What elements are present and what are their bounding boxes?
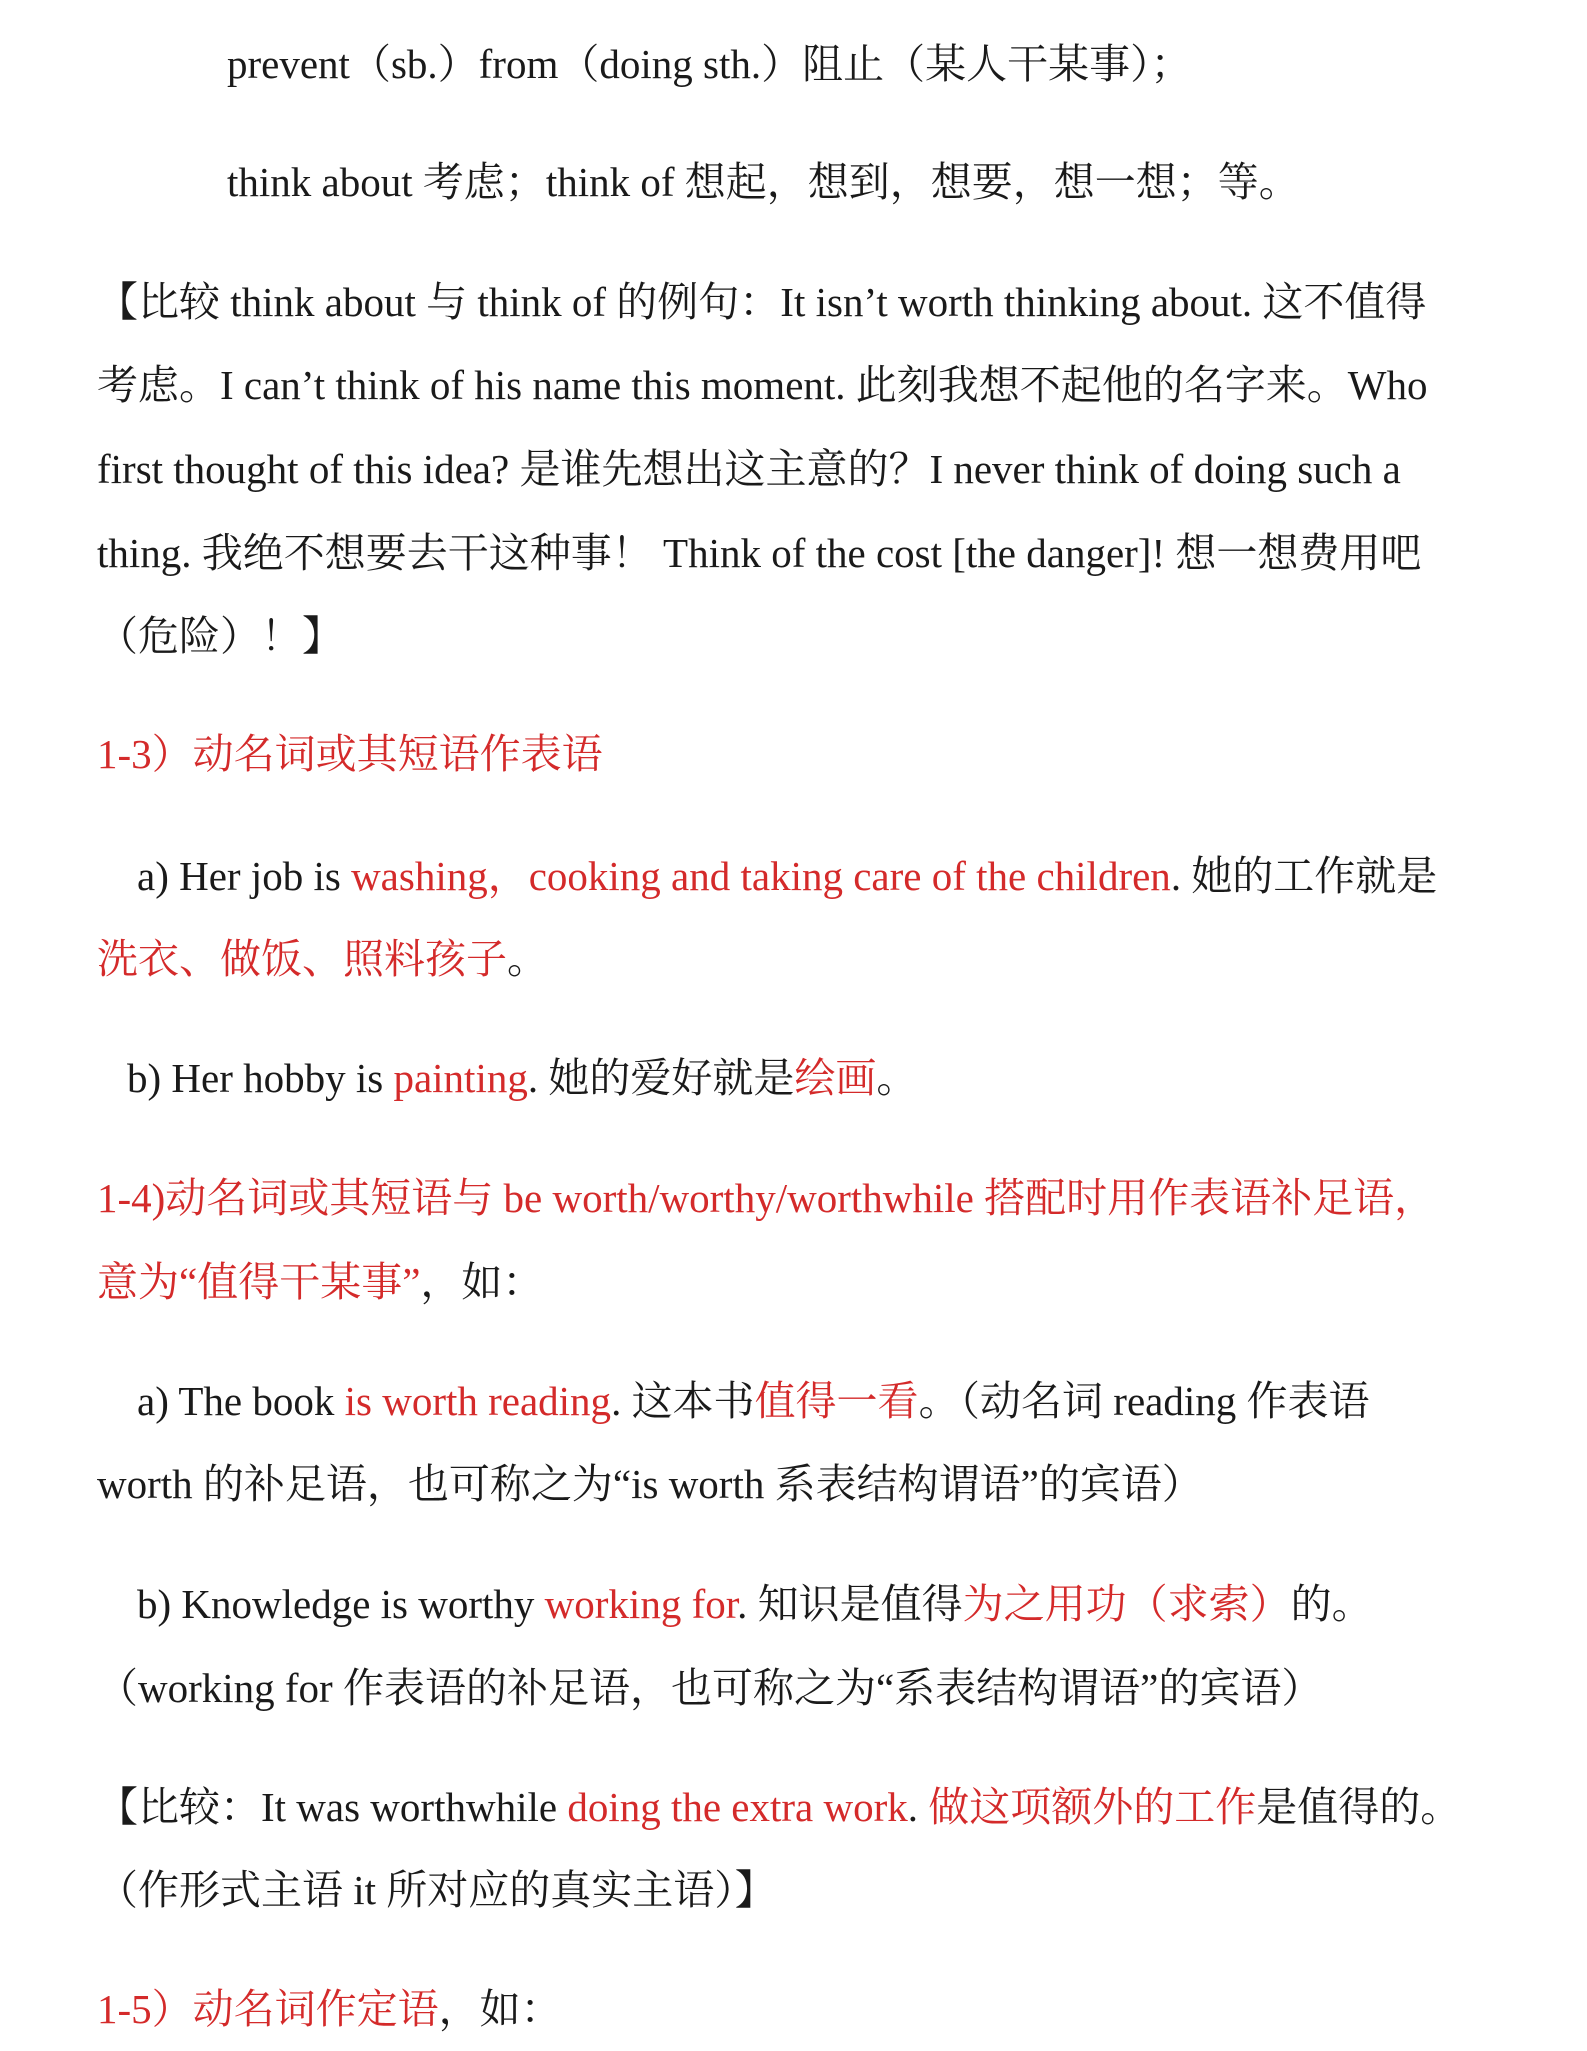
text-segment: 【比较：It was worthwhile [97, 1784, 568, 1830]
text-segment: （危险）！】 [97, 613, 343, 659]
highlighted-text: 1-5）动名词作定语 [97, 1986, 439, 2032]
text-line [137, 1562, 1557, 1646]
text-segment: （作形式主语 it 所对应的真实主语）】 [97, 1867, 776, 1913]
text-segment: 的。 [1290, 1581, 1373, 1627]
text-line [97, 1765, 1517, 1849]
text-line [137, 1359, 1557, 1443]
highlighted-text: 绘画 [794, 1055, 877, 1101]
text-segment: 【比较 think about 与 think of 的例句：It isn’t worth thinking about. 这不值得 [97, 279, 1427, 325]
text-segment: first thought of this idea? 是谁先想出这主意的？I never think of doing such a [97, 446, 1401, 492]
text-segment: . 她的工作就是 [1170, 853, 1438, 899]
text-segment: ，如： [438, 1986, 562, 2032]
text-line [127, 1036, 1547, 1120]
highlighted-text: painting [393, 1055, 528, 1101]
text-line [227, 140, 1587, 224]
text-segment: ，如： [420, 1259, 544, 1305]
text-line [97, 1646, 1517, 1730]
text-segment: . 她的爱好就是 [527, 1055, 795, 1101]
text-segment: 。（动名词 reading 作表语 [918, 1378, 1370, 1424]
text-segment: . [907, 1784, 929, 1830]
text-segment: a) The book [137, 1378, 345, 1424]
text-segment: b) Her hobby is [127, 1055, 394, 1101]
text-line [97, 1848, 1517, 1932]
text-line [97, 1442, 1517, 1526]
highlighted-text: 洗衣、做饭、照料孩子 [97, 936, 507, 982]
text-line [227, 22, 1587, 106]
highlighted-text: 1-4)动名词或其短语与 be worth/worthy/worthwhile 搭配时用作表语补足语， [97, 1175, 1436, 1221]
section-heading [97, 1967, 1517, 2051]
text-segment: 。 [507, 936, 548, 982]
text-line [137, 834, 1557, 918]
highlighted-text: 做这项额外的工作 [928, 1784, 1257, 1830]
text-line [97, 917, 1517, 1001]
text-segment: 。 [876, 1055, 918, 1101]
text-segment: 考虑。I can’t think of his name this moment. 此刻我想不起他的名字来。Who [97, 362, 1428, 408]
text-segment: think about 考虑；think of 想起，想到，想要，想一想；等。 [227, 159, 1300, 205]
highlighted-text: 1-3）动名词或其短语作表语 [97, 731, 603, 777]
text-segment: 是值得的。 [1256, 1784, 1462, 1830]
highlighted-text: 值得一看 [754, 1378, 919, 1424]
text-line [97, 1240, 1517, 1324]
text-line [97, 260, 1517, 344]
section-heading [97, 712, 1517, 796]
text-segment: （working for 作表语的补足语，也可称之为“系表结构谓语”的宾语） [97, 1665, 1323, 1711]
highlighted-text: washing，cooking and taking care of the children [351, 853, 1171, 899]
highlighted-text: 意为“值得干某事” [97, 1259, 421, 1305]
highlighted-text: doing the extra work [567, 1784, 908, 1830]
highlighted-text: working for [544, 1581, 738, 1627]
text-line [97, 594, 1517, 678]
text-segment: . 这本书 [611, 1378, 755, 1424]
text-segment: . 知识是值得 [737, 1581, 963, 1627]
section-heading [97, 1156, 1517, 1240]
text-line [97, 427, 1517, 511]
highlighted-text: is worth reading [344, 1378, 612, 1424]
text-segment: worth 的补足语，也可称之为“is worth 系表结构谓语”的宾语） [97, 1461, 1203, 1507]
highlighted-text: 为之用功（求索） [962, 1581, 1291, 1627]
text-segment: b) Knowledge is worthy [137, 1581, 545, 1627]
text-line [97, 343, 1517, 427]
text-segment: prevent（sb.）from（doing sth.）阻止（某人干某事）； [227, 41, 1192, 87]
text-segment: a) Her job is [137, 853, 352, 899]
text-line [97, 511, 1517, 595]
text-segment: thing. 我绝不想要去干这种事！ Think of the cost [the danger]! 想一想费用吧 [97, 530, 1422, 576]
